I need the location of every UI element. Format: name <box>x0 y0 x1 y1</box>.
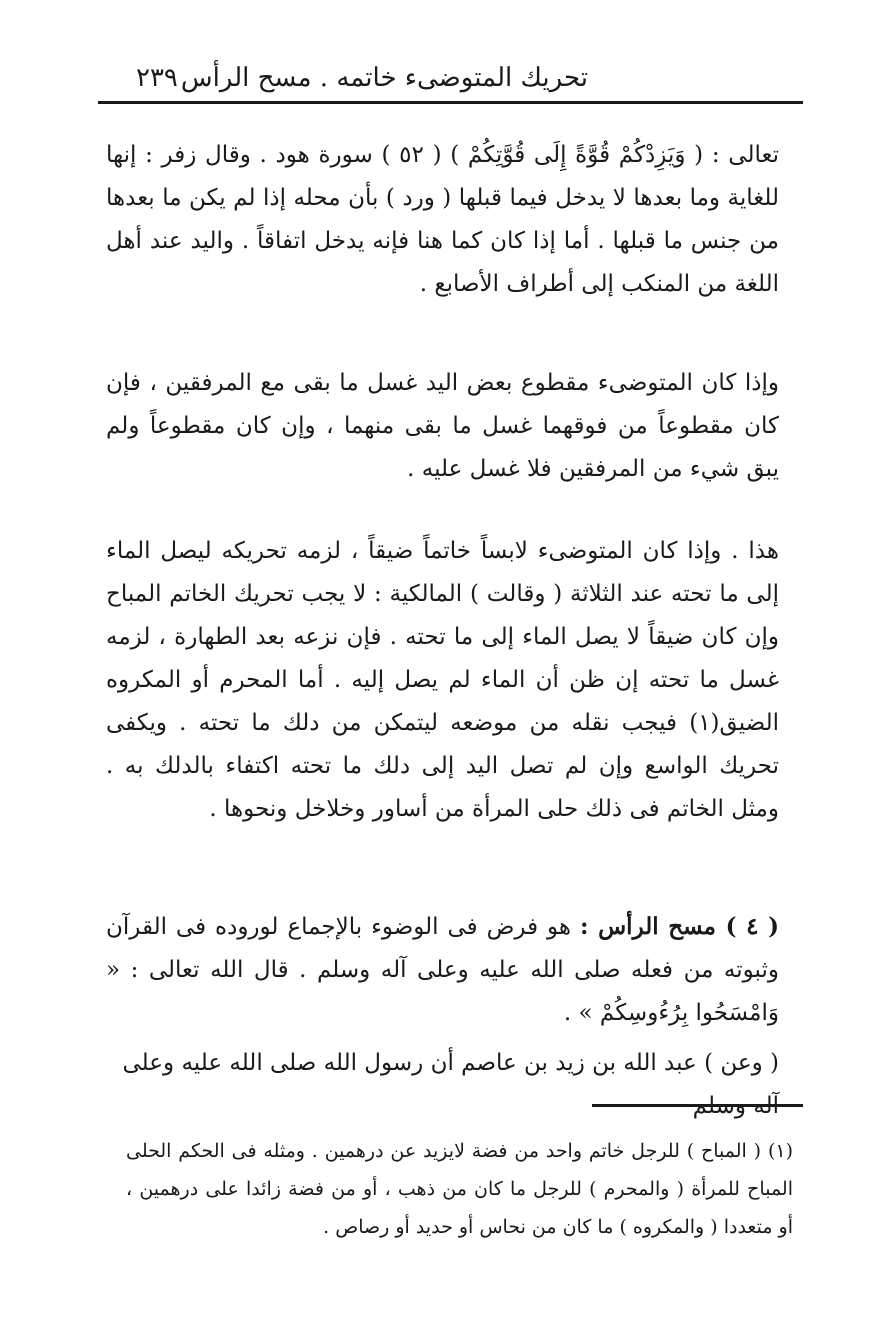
running-title: تحريك المتوضىء خاتمه . مسح الرأس <box>180 63 588 93</box>
paragraph-3: هذا . وإذا كان المتوضىء لابساً خاتماً ضيقاً ، لزمه تحريكه ليصل الماء إلى ما تحته عند الثلاثة ( وقالت ) المالكية : لا يجب تحريك الخاتم المباح وإن كان ضيقاً لا يصل الماء إلى ما تحته . فإن نزعه بعد الطهارة ، لزمه غسل ما تحته إن ظن أن الماء لم يصل إليه . أما المحرم أو المكروه الضيق(١) فيجب نقله من موضعه ليتمكن من دلك ما تحته . ويكفى تحريك الواسع وإن لم تصل اليد إلى دلك ما تحته اكتفاء بالدلك به . ومثل الخاتم فى ذلك حلى المرأة من أساور وخلاخل ونحوها . <box>106 538 779 822</box>
page-header <box>98 58 803 102</box>
paragraph-1: تعالى : ( وَيَزِدْكُمْ قُوَّةً إِلَى قُوَّتِكُمْ ) ( ٥٢ ) سورة هود . وقال زفر : إنها للغاية وما بعدها لا يدخل فيما قبلها ( ورد ) بأن محله إذا لم يكن ما بعدها من جنس ما قبلها . أما إذا كان كما هنا فإنه يدخل اتفاقاً . واليد عند أهل اللغة من المنكب إلى أطراف الأصابع . <box>106 142 779 297</box>
last-line: ( وعن ) عبد الله بن زيد بن عاصم أن رسول الله صلى الله عليه وعلى آله وسلم <box>122 1050 779 1119</box>
footnote: (١) ( المباح ) للرجل خاتم واحد من فضة لايزيد عن درهمين . ومثله فى الحكم الحلى المباح للمرأة ( والمحرم ) للرجل ما كان من ذهب ، أو من فضة زائدا على درهمين ، أو متعددا ( والمكروه ) ما كان من نحاس أو حديد أو رصاص . <box>126 1140 793 1238</box>
header-rule <box>98 101 803 104</box>
page-number: ٢٣٩ <box>136 63 178 93</box>
section-4-paragraph <box>106 905 779 1035</box>
section-4-text: هو فرض فى الوضوء بالإجماع لوروده فى القرآن وثبوته من فعله صلى الله عليه وعلى آله وسلم . قال الله تعالى : « وَامْسَحُوا بِرُءُوسِكُمْ » . <box>106 914 779 1026</box>
footnote-rule <box>592 1104 803 1107</box>
paragraph-2: وإذا كان المتوضىء مقطوع بعض اليد غسل ما بقى مع المرفقين ، فإن كان مقطوعاً من فوقهما غسل ما بقى منهما ، وإن كان مقطوعاً ولم يبق شيء من المرفقين فلا غسل عليه . <box>106 370 779 482</box>
section-4-heading: ( ٤ ) مسح الرأس : <box>579 913 779 940</box>
